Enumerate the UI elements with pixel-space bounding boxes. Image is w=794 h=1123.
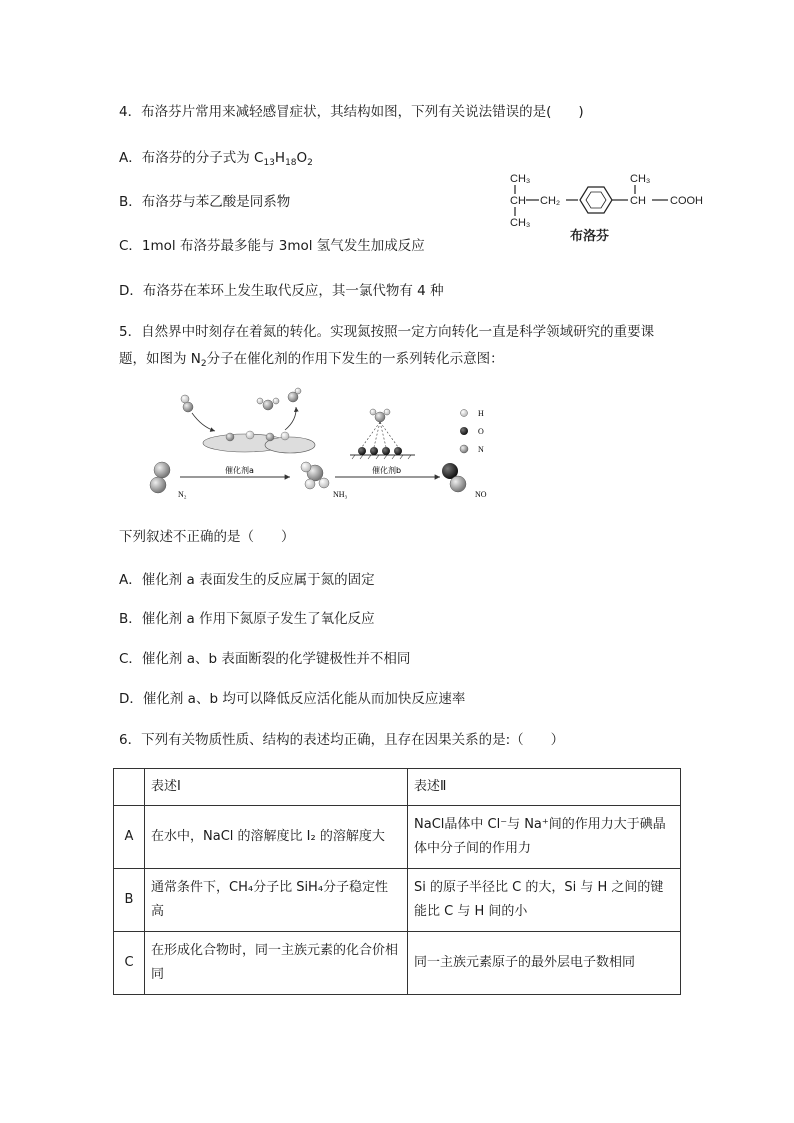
q5-option-b: B．催化剂 a 作用下氮原子发生了氧化反应 <box>119 611 375 627</box>
table-header-cell: 表述Ⅱ <box>408 769 681 806</box>
nh3-h3 <box>305 479 315 489</box>
struct-cooh: COOH <box>670 195 703 207</box>
table-cell: 在水中，NaCl 的溶解度比 I₂ 的溶解度大 <box>145 806 408 869</box>
catalyst-a-surface <box>203 431 315 453</box>
nitrogen-conversion-diagram <box>140 385 510 505</box>
legend-n-swatch <box>460 445 468 453</box>
table-row <box>114 869 681 932</box>
n2-atom-1 <box>154 462 170 478</box>
q5-option-d: D．催化剂 a、b 均可以降低反应活化能从而加快反应速率 <box>119 691 466 707</box>
arrow-h2-in <box>192 413 215 431</box>
table-row <box>114 932 681 995</box>
nh3-top-h1 <box>257 398 263 404</box>
benzene-inner <box>586 192 606 208</box>
q4-option-a: A．布洛芬的分子式为 $C_{13}H_{18}O_2$ <box>119 150 313 168</box>
legend-o-swatch <box>460 427 468 435</box>
legend-o: O <box>478 427 484 436</box>
nh3-top-n <box>263 400 273 410</box>
table-header-cell: 表述Ⅰ <box>145 769 408 806</box>
struct-ch-right: CH <box>630 195 646 207</box>
n2-atom-2 <box>150 477 166 493</box>
table-header-cell <box>114 769 145 806</box>
table-cell: NaCl晶体中 Cl⁻与 Na⁺间的作用力大于碘晶体中分子间的作用力 <box>408 806 681 869</box>
table-header-row <box>114 769 681 806</box>
nh3-top-h2 <box>273 398 279 404</box>
arrow-nh3-out <box>285 407 296 430</box>
nh3-h1 <box>301 462 311 472</box>
legend-h-swatch <box>461 410 468 417</box>
ibuprofen-structure <box>500 168 710 250</box>
table-row <box>114 806 681 869</box>
struct-ch3-bottom: CH₃ <box>510 217 531 229</box>
struct-ch3-top: CH₃ <box>510 173 531 185</box>
struct-ch3-right: CH₃ <box>630 173 651 185</box>
table-cell: Si 的原子半径比 C 的大，Si 与 H 之间的键能比 C 与 H 间的小 <box>408 869 681 932</box>
row-label: A <box>114 806 145 869</box>
h2-atom-2 <box>181 395 189 403</box>
row-label: C <box>114 932 145 995</box>
q5-stem-line2: 题，如图为 $N_2$分子在催化剂的作用下发生的一系列转化示意图： <box>119 351 504 369</box>
q5-option-c: C．催化剂 a、b 表面断裂的化学键极性并不相同 <box>119 651 411 667</box>
legend-h: H <box>478 409 484 418</box>
label-nh3: NH₃ <box>333 490 348 499</box>
struct-ch: CH <box>510 195 526 207</box>
q4-option-d: D．布洛芬在苯环上发生取代反应，其一氯代物有 4 种 <box>119 283 444 299</box>
benzene-ring <box>580 187 612 213</box>
q5-option-a: A．催化剂 a 表面发生的反应属于氮的固定 <box>119 572 375 588</box>
q4-stem: 4．布洛芬片常用来减轻感冒症状，其结构如图，下列有关说法错误的是( ) <box>119 104 584 120</box>
struct-ch2: CH₂ <box>540 195 561 207</box>
q6-stem: 6．下列有关物质性质、结构的表述均正确，且存在因果关系的是:（ ） <box>119 732 565 748</box>
row-label: B <box>114 869 145 932</box>
table-cell: 在形成化合物时，同一主族元素的化合价相同 <box>145 932 408 995</box>
struct-caption: 布洛芬 <box>570 228 610 243</box>
label-catalyst-b: 催化剂b <box>372 466 402 475</box>
q4-option-b: B．布洛芬与苯乙酸是同系物 <box>119 194 291 210</box>
q6-table <box>113 768 681 995</box>
catalyst-b-surface <box>350 409 415 459</box>
q5-stem-line1: 5．自然界中时刻存在着氮的转化。实现氮按照一定方向转化一直是科学领域研究的重要课 <box>119 324 655 340</box>
table-cell: 同一主族元素原子的最外层电子数相同 <box>408 932 681 995</box>
label-n2: N₂ <box>178 490 187 499</box>
legend-n: N <box>478 445 484 454</box>
h2-atom-1 <box>183 402 193 412</box>
nh3-h2 <box>319 478 329 488</box>
label-no: NO <box>475 490 487 499</box>
q5-prompt: 下列叙述不正确的是（ ） <box>119 529 295 545</box>
no-n <box>450 476 466 492</box>
nh3-out-h <box>295 388 301 394</box>
q4-option-c: C．1mol 布洛芬最多能与 3mol 氢气发生加成反应 <box>119 238 425 254</box>
label-catalyst-a: 催化剂a <box>225 466 254 475</box>
table-cell: 通常条件下，CH₄分子比 SiH₄分子稳定性高 <box>145 869 408 932</box>
